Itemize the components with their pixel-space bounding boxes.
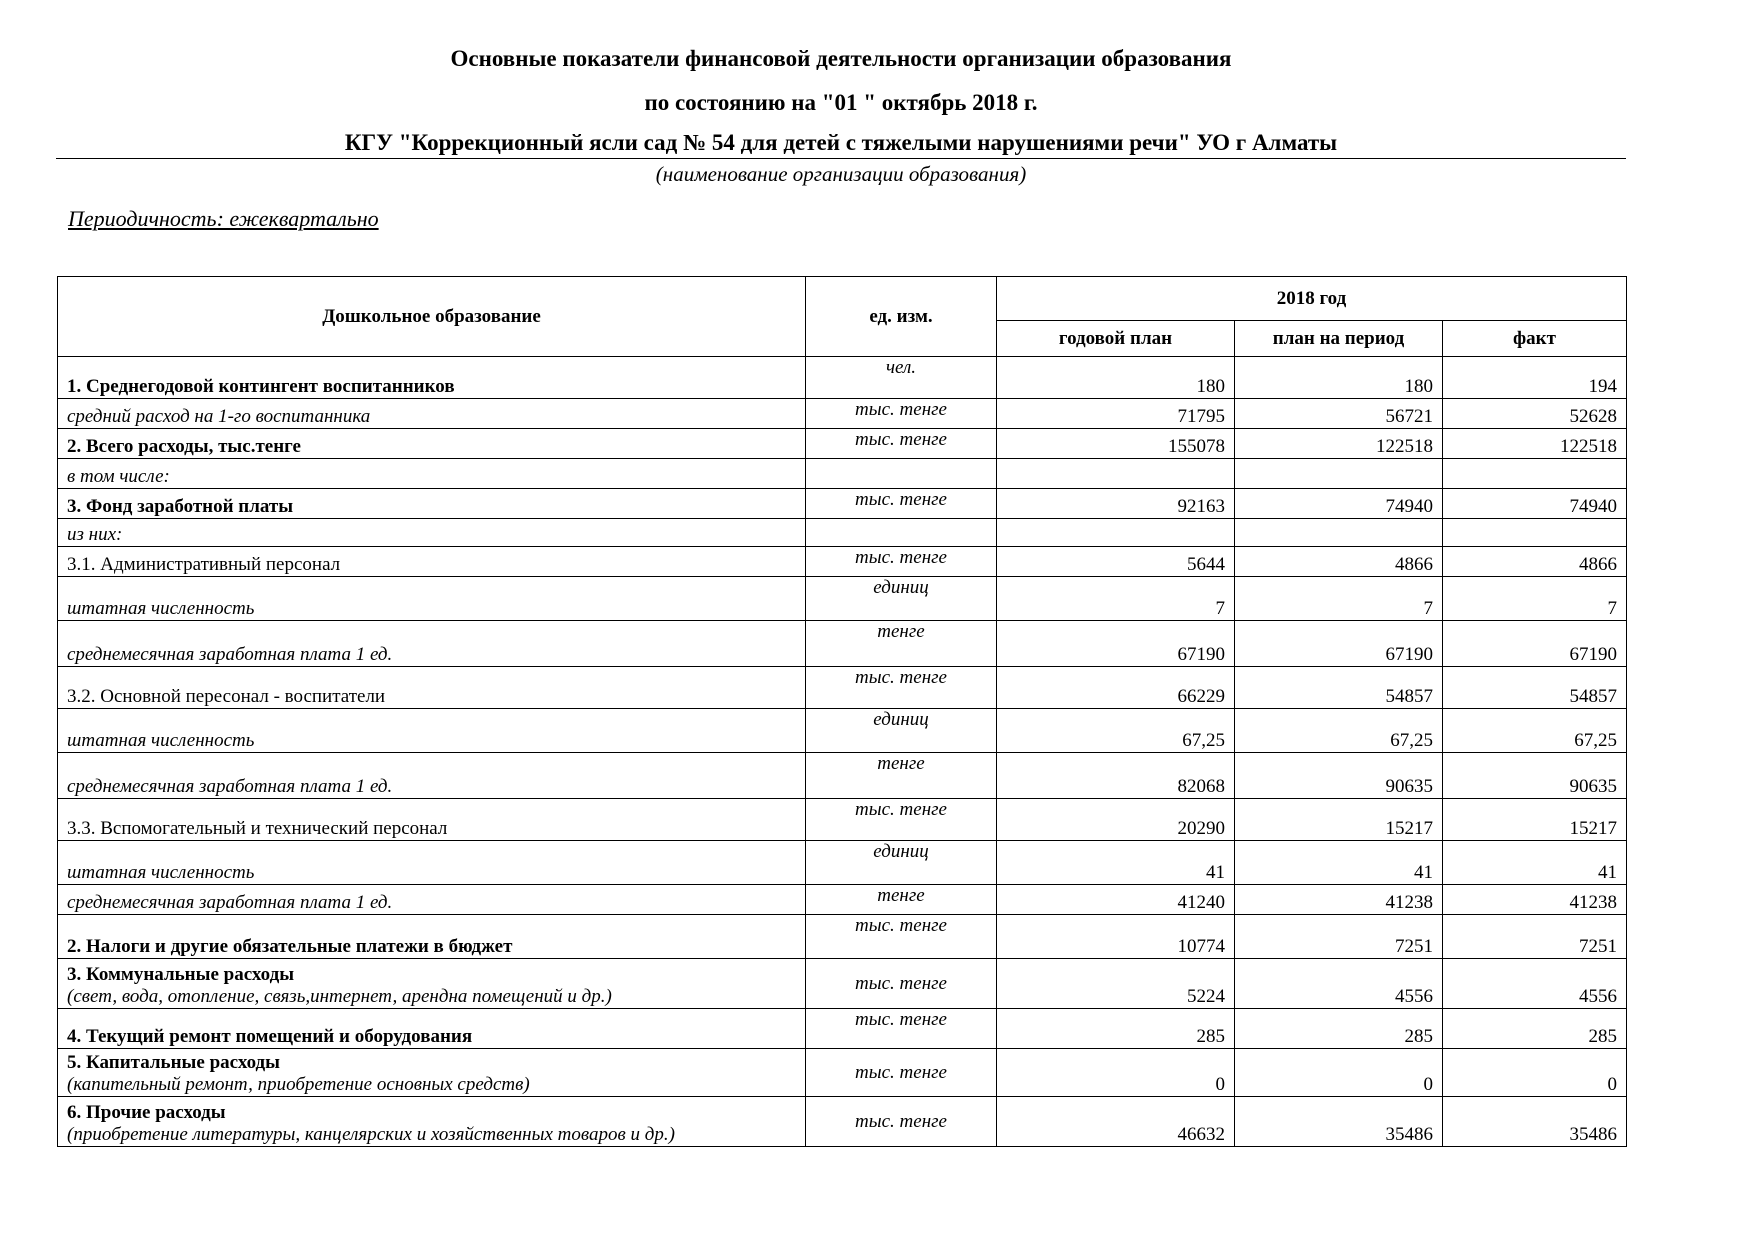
header-period-plan: план на период: [1235, 321, 1443, 357]
table-row: [58, 547, 1627, 577]
row-unit: тыс. тенге: [806, 667, 997, 709]
table-row: [58, 753, 1627, 799]
row-fact: 122518: [1443, 429, 1627, 459]
row-fact: [1443, 519, 1627, 547]
row-period: 4866: [1235, 547, 1443, 577]
row-period: 7: [1235, 577, 1443, 621]
row-unit: единиц: [806, 841, 997, 885]
header-unit-column: ед. изм.: [806, 277, 997, 357]
row-unit: тыс. тенге: [806, 547, 997, 577]
row-unit: тенге: [806, 885, 997, 915]
row-name: 3.2. Основной пересонал - воспитатели: [58, 667, 806, 709]
row-period: 122518: [1235, 429, 1443, 459]
row-period: 41: [1235, 841, 1443, 885]
row-unit: тыс. тенге: [806, 799, 997, 841]
row-annual: 41240: [997, 885, 1235, 915]
row-period: 7251: [1235, 915, 1443, 959]
row-period: 41238: [1235, 885, 1443, 915]
row-fact: 7: [1443, 577, 1627, 621]
row-name: 4. Текущий ремонт помещений и оборудования: [58, 1009, 806, 1049]
row-annual: [997, 519, 1235, 547]
row-name: 3. Фонд заработной платы: [58, 489, 806, 519]
row-annual: 41: [997, 841, 1235, 885]
table-row: [58, 709, 1627, 753]
row-name: 6. Прочие расходы: [67, 1102, 226, 1123]
row-name-cell: [58, 1049, 806, 1097]
row-unit: тенге: [806, 753, 997, 799]
row-period: [1235, 519, 1443, 547]
row-name: 3. Коммунальные расходы: [67, 964, 295, 985]
row-period: 56721: [1235, 399, 1443, 429]
row-fact: 35486: [1443, 1097, 1627, 1147]
row-unit: тыс. тенге: [806, 489, 997, 519]
row-fact: 15217: [1443, 799, 1627, 841]
header-annual-plan: годовой план: [997, 321, 1235, 357]
row-fact: 74940: [1443, 489, 1627, 519]
row-unit: единиц: [806, 709, 997, 753]
row-name: штатная численность: [58, 709, 806, 753]
row-period: 4556: [1235, 959, 1443, 1009]
row-annual: 10774: [997, 915, 1235, 959]
row-unit: тыс. тенге: [806, 1097, 997, 1147]
row-annual: 5644: [997, 547, 1235, 577]
row-unit: единиц: [806, 577, 997, 621]
row-unit: чел.: [806, 357, 997, 399]
table-row: [58, 885, 1627, 915]
table-row: [58, 621, 1627, 667]
row-period: 0: [1235, 1049, 1443, 1097]
table-row: [58, 799, 1627, 841]
row-period: 74940: [1235, 489, 1443, 519]
row-annual: 180: [997, 357, 1235, 399]
table-row: [58, 915, 1627, 959]
row-annual: 285: [997, 1009, 1235, 1049]
row-annual: 46632: [997, 1097, 1235, 1147]
row-unit: тыс. тенге: [806, 1009, 997, 1049]
row-fact: 54857: [1443, 667, 1627, 709]
row-annual: 67,25: [997, 709, 1235, 753]
row-period: 67190: [1235, 621, 1443, 667]
row-period: [1235, 459, 1443, 489]
table-row: [58, 357, 1627, 399]
row-unit: тыс. тенге: [806, 959, 997, 1009]
row-unit: тыс. тенге: [806, 915, 997, 959]
table-row: [58, 519, 1627, 547]
row-subtitle: (капительный ремонт, приобретение основных средств): [67, 1074, 530, 1095]
row-annual: 66229: [997, 667, 1235, 709]
row-name: 3.3. Вспомогательный и технический персонал: [58, 799, 806, 841]
row-annual: 5224: [997, 959, 1235, 1009]
row-annual: 155078: [997, 429, 1235, 459]
table-row: [58, 841, 1627, 885]
row-name: в том числе:: [58, 459, 806, 489]
row-annual: 82068: [997, 753, 1235, 799]
row-annual: 0: [997, 1049, 1235, 1097]
row-fact: 41: [1443, 841, 1627, 885]
row-unit: тенге: [806, 621, 997, 667]
row-fact: 4556: [1443, 959, 1627, 1009]
row-subtitle: (свет, вода, отопление, связь,интернет, арендна помещений и др.): [67, 986, 612, 1007]
row-name: 1. Среднегодовой контингент воспитанников: [58, 357, 806, 399]
table-row: [58, 667, 1627, 709]
organization-underline: [56, 158, 1626, 159]
row-unit: тыс. тенге: [806, 429, 997, 459]
row-name: среднемесячная заработная плата 1 ед.: [58, 753, 806, 799]
header-name-column: Дошкольное образование: [58, 277, 806, 357]
row-period: 285: [1235, 1009, 1443, 1049]
row-fact: 285: [1443, 1009, 1627, 1049]
row-name: штатная численность: [58, 841, 806, 885]
row-name: 5. Капитальные расходы: [67, 1052, 280, 1073]
row-fact: 67,25: [1443, 709, 1627, 753]
table-row: [58, 959, 1627, 1009]
table-row: [58, 429, 1627, 459]
document-title: Основные показатели финансовой деятельности организации образования: [450, 46, 1232, 71]
row-period: 67,25: [1235, 709, 1443, 753]
header-year: 2018 год: [997, 277, 1627, 321]
table-row: [58, 489, 1627, 519]
row-fact: 41238: [1443, 885, 1627, 915]
row-name: среднемесячная заработная плата 1 ед.: [58, 885, 806, 915]
row-name-cell: [58, 959, 806, 1009]
row-period: 90635: [1235, 753, 1443, 799]
table-row: [58, 1009, 1627, 1049]
row-unit: тыс. тенге: [806, 399, 997, 429]
table-row: [58, 577, 1627, 621]
organization-name: КГУ "Коррекционный ясли сад № 54 для детей с тяжелыми нарушениями речи" УО г Алматы: [344, 130, 1338, 155]
row-unit: [806, 459, 997, 489]
row-annual: 92163: [997, 489, 1235, 519]
table-row: [58, 399, 1627, 429]
table-row: [58, 1097, 1627, 1147]
row-name: 2. Всего расходы, тыс.тенге: [58, 429, 806, 459]
row-fact: 194: [1443, 357, 1627, 399]
row-fact: 67190: [1443, 621, 1627, 667]
row-name-cell: [58, 1097, 806, 1147]
row-fact: 0: [1443, 1049, 1627, 1097]
organization-caption: (наименование организации образования): [655, 162, 1027, 186]
row-unit: [806, 519, 997, 547]
document-date: по состоянию на "01 " октябрь 2018 г.: [644, 90, 1038, 115]
row-annual: 20290: [997, 799, 1235, 841]
table-row: [58, 459, 1627, 489]
row-unit: тыс. тенге: [806, 1049, 997, 1097]
row-fact: 4866: [1443, 547, 1627, 577]
row-name: 3.1. Административный персонал: [58, 547, 806, 577]
header-fact: факт: [1443, 321, 1627, 357]
row-period: 35486: [1235, 1097, 1443, 1147]
financial-indicators-table: [57, 276, 1627, 1147]
row-period: 180: [1235, 357, 1443, 399]
row-name: штатная численность: [58, 577, 806, 621]
row-subtitle: (приобретение литературы, канцелярских и хозяйственных товаров и др.): [67, 1124, 675, 1145]
row-name: средний расход на 1-го воспитанника: [58, 399, 806, 429]
row-fact: 90635: [1443, 753, 1627, 799]
row-annual: 67190: [997, 621, 1235, 667]
table-row: [58, 1049, 1627, 1097]
row-fact: 7251: [1443, 915, 1627, 959]
row-name: из них:: [58, 519, 806, 547]
row-name: среднемесячная заработная плата 1 ед.: [58, 621, 806, 667]
row-name: 2. Налоги и другие обязательные платежи в бюджет: [58, 915, 806, 959]
row-fact: [1443, 459, 1627, 489]
row-annual: [997, 459, 1235, 489]
row-fact: 52628: [1443, 399, 1627, 429]
row-annual: 71795: [997, 399, 1235, 429]
periodicity-label: Периодичность: ежеквартально: [68, 206, 379, 231]
row-period: 54857: [1235, 667, 1443, 709]
row-period: 15217: [1235, 799, 1443, 841]
row-annual: 7: [997, 577, 1235, 621]
